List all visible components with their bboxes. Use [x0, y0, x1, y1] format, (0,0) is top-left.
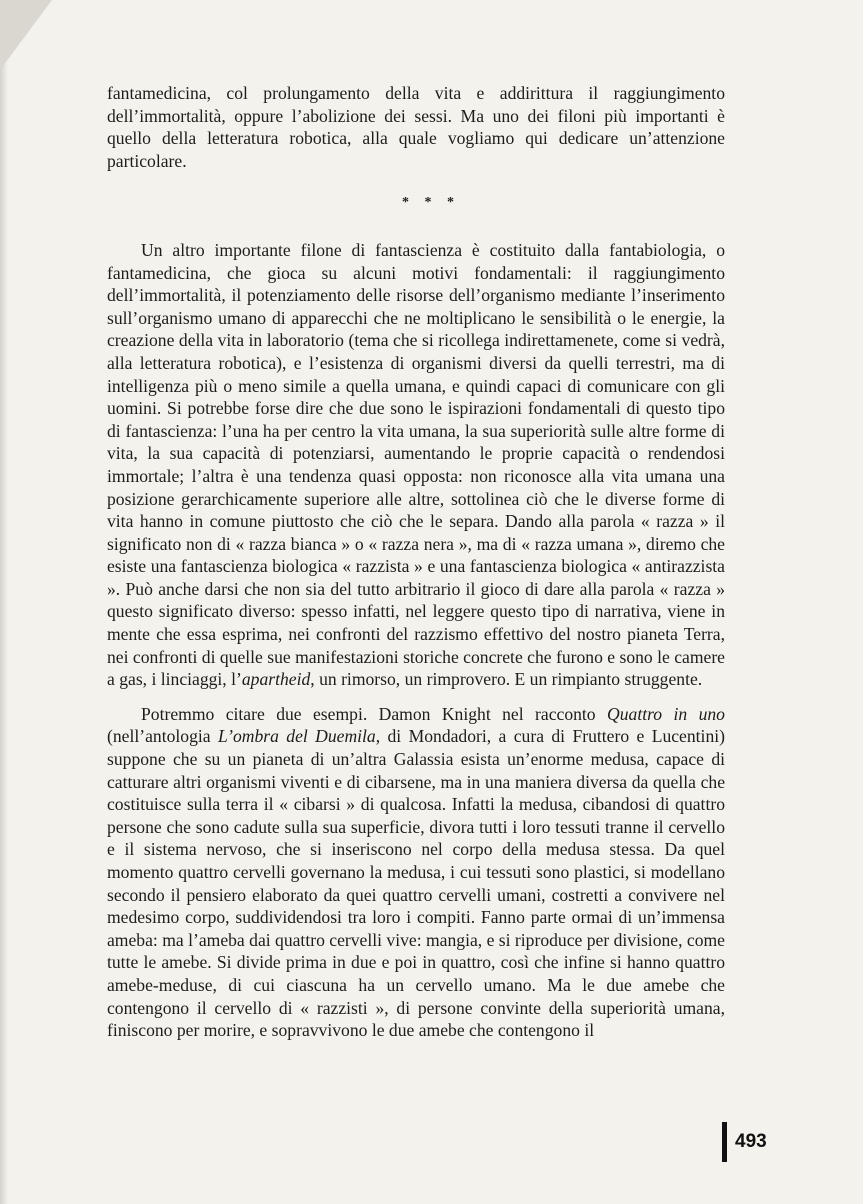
page-folio	[722, 1122, 767, 1162]
paragraph-3-text-c: , di Mondadori, a cura di Fruttero e Lucentini) suppone che su un pianeta di un’altra Galassia esista un’enorme medusa, capace di catturare altri organismi viventi e di cibarsene, ma in una maniera diversa da quella che costituisce sulla terra il « cibarsi » di qualcosa. Infatti la medusa, cibandosi di quattro persone che sono cadute sulla sua superficie, divora tutti i loro tessuti tranne il cervello e il sistema nervoso, che si inseriscono nel corpo della medusa stessa. Da quel momento quattro cervelli governano la medusa, i cui tessuti sono plastici, si modellano secondo il pensiero elaborato da quei quattro cervelli umani, costretti a convivere nel medesimo corpo, suddividendosi tra loro i compiti. Fanno parte ormai di un’immensa ameba: ma l’ameba dai quattro cervelli vive: mangia, e si riproduce per divisione, come tutte le amebe. Si divide prima in due e poi in quattro, così che infine si hanno quattro amebe-meduse, di cui ciascuna ha un cervello umano. Ma le due amebe che contengono il cervello di « razzisti », di persone convinte della superiorità umana, finiscono per morire, e sopravvivono le due amebe che contengono il	[107, 726, 725, 1041]
paragraph-2-text-b: , un rimorso, un rimprovero. E un rimpianto struggente.	[310, 669, 703, 690]
paragraph-gap	[107, 691, 725, 703]
folded-corner	[0, 0, 52, 70]
paragraph-2-italic: apartheid	[241, 669, 311, 690]
paragraph-3-text-b: (nell’antologia	[107, 726, 218, 747]
paragraph-3-text-a: Potremmo citare due esempi. Damon Knight nel racconto	[141, 703, 608, 724]
paragraph-3-italic-title: Quattro in uno	[607, 703, 725, 724]
folio-bar	[722, 1122, 727, 1162]
section-separator: * * *	[402, 195, 460, 211]
paragraph-3	[107, 703, 725, 1042]
paragraph-3-italic-anthology: L’ombra del Duemila	[217, 726, 376, 747]
body-text	[107, 82, 725, 1042]
page-number: 493	[735, 1131, 767, 1152]
paragraph-2-text-a: Un altro importante filone di fantascienza è costituito dalla fantabiologia, o fantamedicina, che gioca su alcuni motivi fondamentali: il raggiungimento dell’immortalità, il potenziamento delle risorse dell’organismo mediante l’inserimento sull’organismo umano di apparecchi che ne moltiplicano le sensibilità o le energie, la creazione della vita in laboratorio (tema che si ricollega indirettamenete, come si vedrà, alla letteratura robotica), e l’esistenza di organismi diversi da quelli terrestri, ma di intelligenza più o meno simile a quella umana, e quindi capaci di comunicare con gli uomini. Si potrebbe forse dire che due sono le ispirazioni fondamentali di questo tipo di fantascienza: l’una ha per centro la vita umana, la sua superiorità sulle altre forme di vita, la sua capacità di potenziarsi, aumentando le proprie capacità o rendendosi immortale; l’altra è una tendenza quasi opposta: non riconosce alla vita umana una posizione gerarchicamente superiore alle altre, sottolinea ciò che le diverse forme di vita hanno in comune piuttosto che ciò che le separa. Dando alla parola « razza » il significato non di « razza bianca » o « razza nera », ma di « razza umana », diremo che esiste una fantascienza biologica « razzista » e una fantascienza biologica « antirazzista ». Può anche darsi che non sia del tutto arbitrario il gioco di dare alla parola « razza » questo significato diverso: spesso infatti, nel leggere questo tipo di narrativa, viene in mente che essa esprima, nei confronti del razzismo effettivo del nostro pianeta Terra, nei confronti di quelle sue manifestazioni storiche concrete che furono e sono le camere a gas, i linciaggi, l’	[107, 239, 725, 690]
paragraph-1: fantamedicina, col prolungamento della vita e addirittura il raggiungimento dell’immortalità, oppure l’abolizione dei sessi. Ma uno dei filoni più importanti è quello della letteratura robotica, alla quale vogliamo qui dedicare un’attenzione particolare.	[107, 83, 725, 171]
paragraph-2	[107, 239, 725, 691]
page-edge-shadow	[0, 0, 8, 1204]
